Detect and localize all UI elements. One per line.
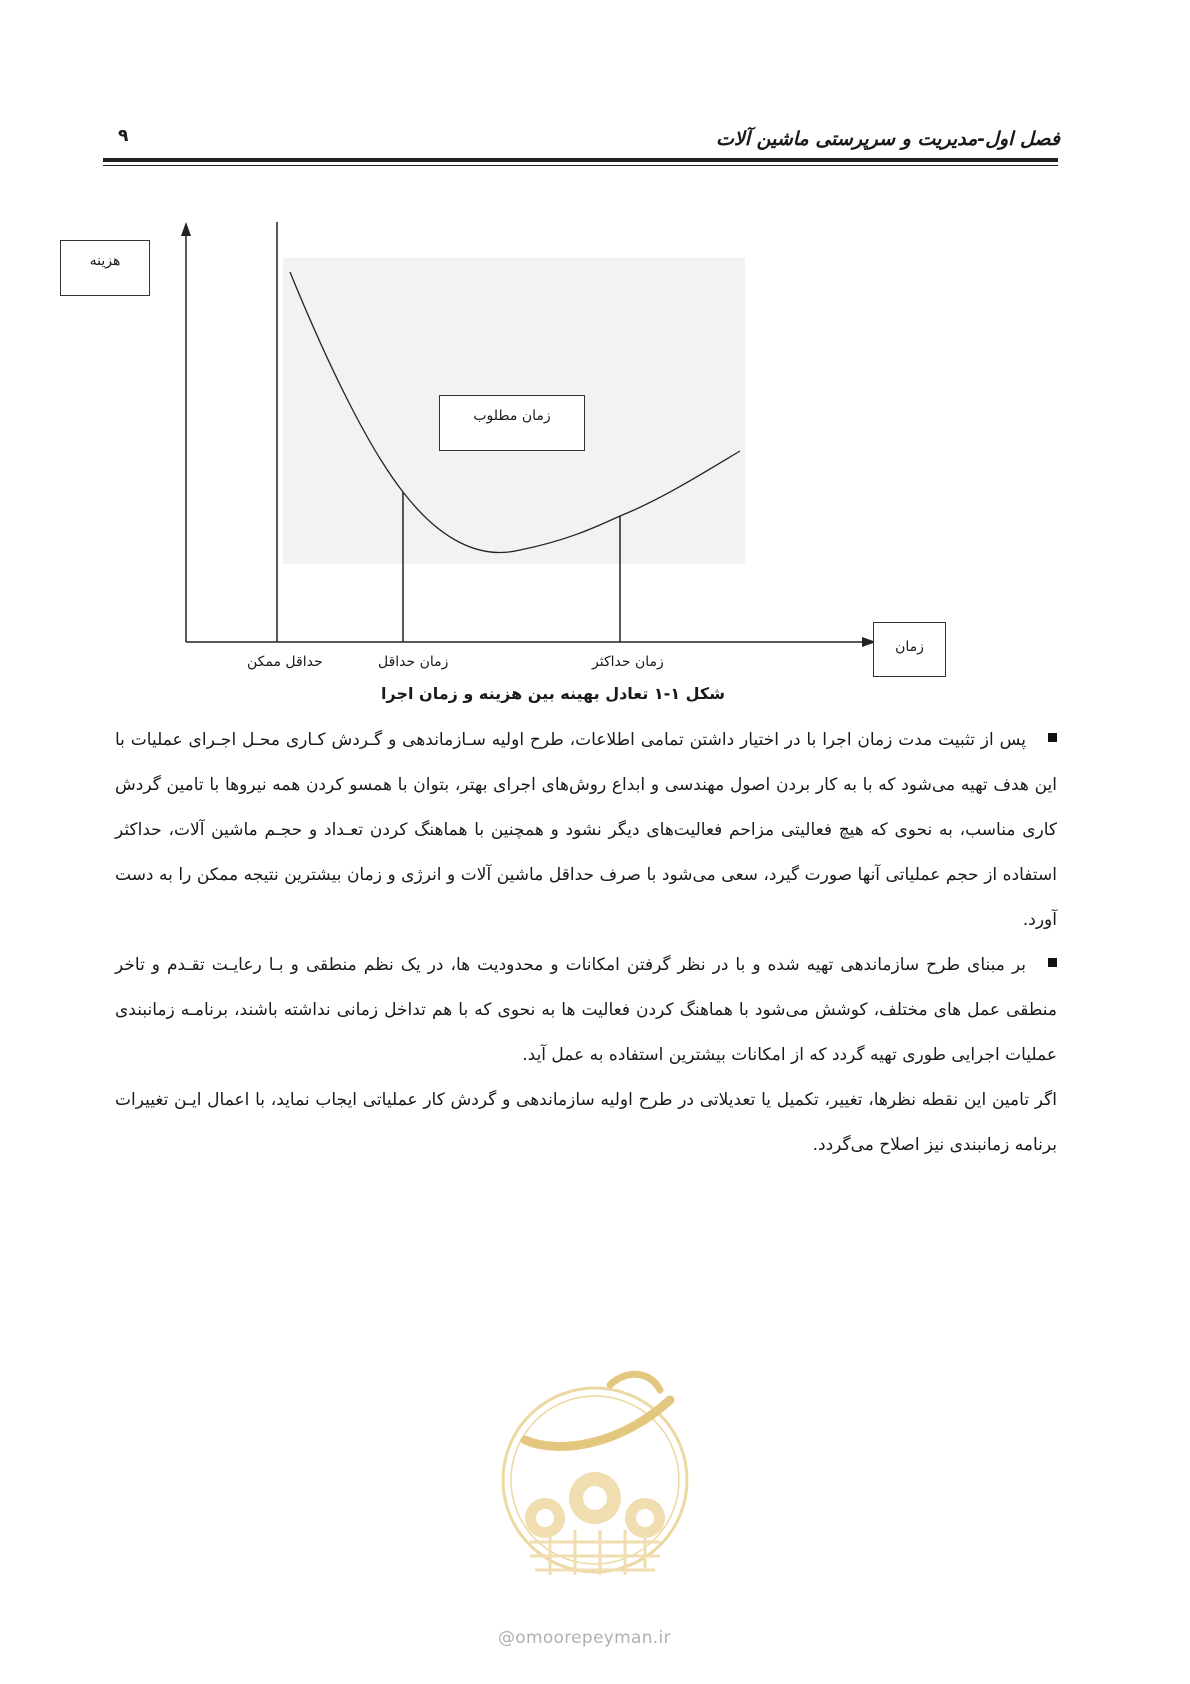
paragraph-3 bbox=[115, 1078, 1057, 1168]
page-number: ۹ bbox=[118, 126, 129, 146]
body-text bbox=[115, 718, 1057, 1168]
x-axis-label: زمان bbox=[895, 639, 924, 655]
tick-min-time: زمان حداقل bbox=[378, 654, 449, 670]
figure-caption-text: شکل ۱-۱ تعادل بهینه بین هزینه و زمان اجرا bbox=[381, 684, 725, 703]
cost-time-chart bbox=[0, 0, 1190, 720]
tick-min-possible: حداقل ممکن bbox=[247, 654, 323, 670]
x-axis-label-box bbox=[873, 622, 946, 677]
omoorepeyman-seal-icon bbox=[490, 1330, 700, 1630]
figure-caption bbox=[0, 684, 1090, 703]
watermark-logo bbox=[490, 1330, 700, 1630]
bullet-icon bbox=[1048, 733, 1057, 742]
tick-max-time: زمان حداکثر bbox=[592, 654, 664, 670]
y-axis-arrow bbox=[181, 222, 191, 236]
y-axis-label-box bbox=[60, 240, 150, 296]
cost-time-figure bbox=[0, 0, 1190, 720]
desired-time-label-box bbox=[439, 395, 585, 451]
paragraph-1-text: پس از تثبیت مدت زمان اجرا با در اختیار داشتن تمامی اطلاعات، طرح اولیه سـازماندهی و گـردش کـاری محـل اجـرای عملیات با این هدف تهیه می‌شود که با به کار بردن اصول مهندسی و ابداع روش‌های اجرای بهتر، بتوان با همسو کردن همه نیروها با تامین گردش کاری مناسب، به نحوی که هیچ فعالیتی مزاحم فعالیت‌های دیگر نشود و همچنین با هماهنگ کردن تعـداد و حجـم ماشین آلات، حداکثر استفاده از حجم عملیاتی آنها صورت گیرد، سعی می‌شود با صرف حداقل ماشین آلات و انرژی و زمان بیشترین نتیجه ممکن را به دست آورد. bbox=[115, 730, 1057, 930]
paragraph-3-text: اگر تامین این نقطه نظرها، تغییر، تکمیل یا تعدیلاتی در طرح اولیه سازماندهی و گردش کار عملیاتی ایجاب نماید، با اعمال ایـن تغییرات برنامه زمانبندی نیز اصلاح می‌گردد. bbox=[115, 1090, 1057, 1155]
y-axis-label: هزینه bbox=[89, 253, 121, 269]
paragraph-2 bbox=[115, 943, 1057, 1078]
curve-label: زمان مطلوب bbox=[473, 408, 551, 424]
bullet-icon bbox=[1048, 958, 1057, 967]
paragraph-2-text: بر مبنای طرح سازماندهی تهیه شده و با در نظر گرفتن امکانات و محدودیت ها، در یک نظم منطقی و بـا رعایـت تقـدم و تاخر منطقی عمل های مختلف، کوشش می‌شود با هماهنگ کردن فعالیت ها به نحوی که با هم تداخل زمانی نداشته باشند، برنامـه زمانبندی عملیات اجرایی طوری تهیه گردد که از امکانات بیشترین استفاده به عمل آید. bbox=[115, 955, 1057, 1065]
chapter-title: فصل اول-مدیریت و سرپرستی ماشین آلات bbox=[716, 128, 1060, 150]
watermark-url: @omoorepeyman.ir bbox=[498, 1628, 671, 1648]
paragraph-1 bbox=[115, 718, 1057, 943]
